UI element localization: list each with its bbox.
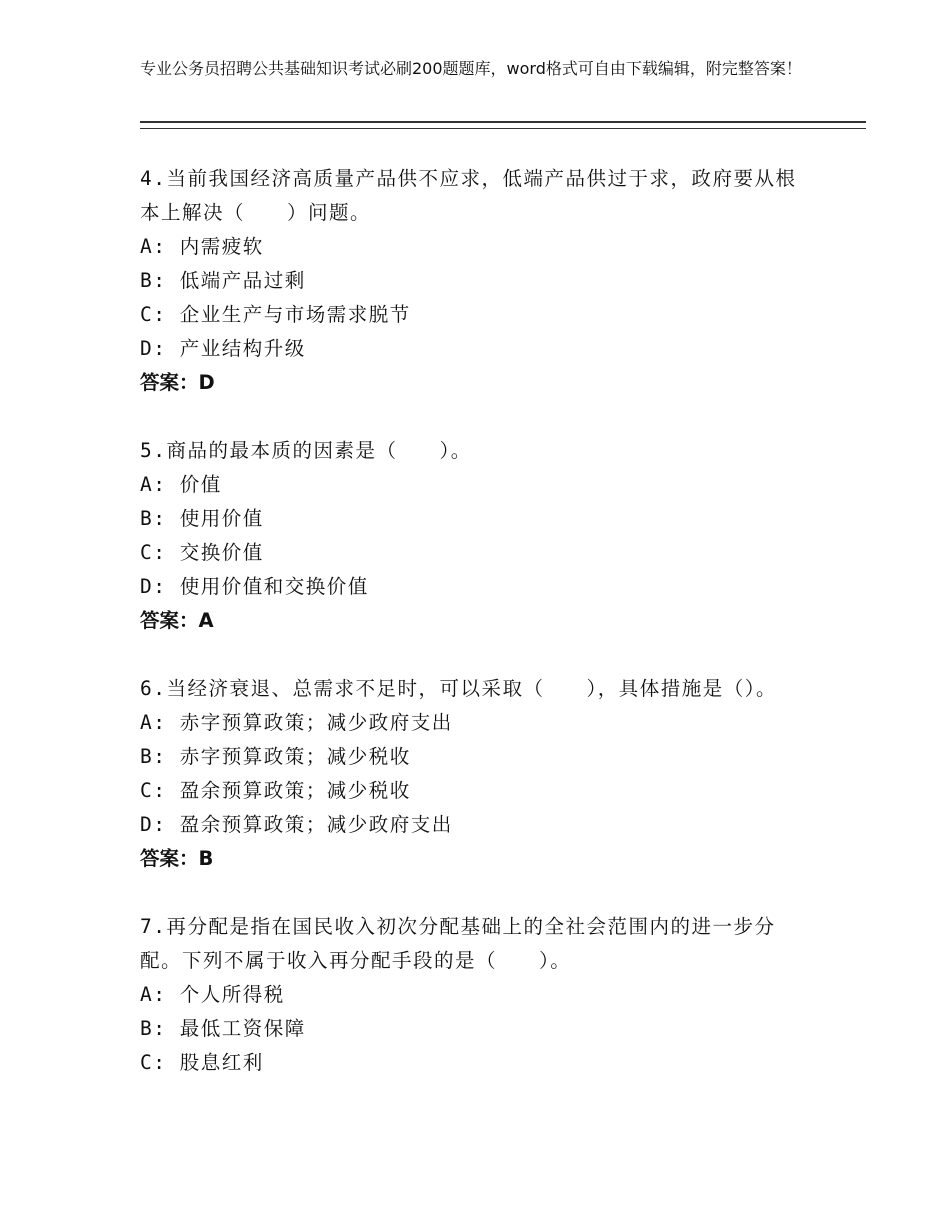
header-divider — [140, 121, 866, 129]
option-text: 盈余预算政策；减少政府支出 — [179, 813, 453, 836]
option-letter: C: — [140, 541, 167, 564]
option-c — [140, 298, 800, 332]
answer-line — [140, 366, 800, 400]
option-b — [140, 740, 800, 774]
option-letter: A: — [140, 235, 167, 258]
option-letter: C: — [140, 779, 167, 802]
option-letter: C: — [140, 303, 167, 326]
option-b — [140, 1012, 800, 1046]
option-text: 低端产品过剩 — [179, 269, 306, 292]
option-letter: D: — [140, 337, 167, 360]
question-6 — [140, 672, 800, 876]
question-7 — [140, 910, 800, 1080]
option-letter: A: — [140, 473, 167, 496]
option-d — [140, 570, 800, 604]
option-text: 个人所得税 — [179, 983, 285, 1006]
option-c — [140, 774, 800, 808]
option-text: 交换价值 — [179, 541, 264, 564]
option-letter: D: — [140, 813, 167, 836]
document-header-note: 专业公务员招聘公共基础知识考试必刷200题题库，word格式可自由下载编辑，附完整答案！ — [140, 59, 802, 78]
answer-label: 答案： — [140, 609, 199, 632]
option-text: 盈余预算政策；减少税收 — [179, 779, 411, 802]
option-letter: D: — [140, 575, 167, 598]
option-text: 企业生产与市场需求脱节 — [179, 303, 411, 326]
option-b — [140, 502, 800, 536]
option-text: 价值 — [179, 473, 222, 496]
answer-value: B — [198, 847, 214, 870]
option-text: 赤字预算政策；减少税收 — [179, 745, 411, 768]
question-4 — [140, 162, 800, 400]
option-text: 最低工资保障 — [179, 1017, 306, 1040]
option-a — [140, 230, 800, 264]
question-5 — [140, 434, 800, 638]
option-text: 股息红利 — [179, 1051, 264, 1074]
question-stem: 5.商品的最本质的因素是（ ）。 — [140, 439, 472, 462]
answer-value: A — [198, 609, 214, 632]
question-list — [140, 162, 800, 1114]
option-text: 内需疲软 — [179, 235, 264, 258]
question-stem: 4.当前我国经济高质量产品供不应求，低端产品供过于求，政府要从根本上解决（ ）问题。 — [140, 167, 797, 224]
answer-label: 答案： — [140, 847, 199, 870]
option-c — [140, 1046, 800, 1080]
option-text: 使用价值 — [179, 507, 264, 530]
option-a — [140, 468, 800, 502]
option-letter: A: — [140, 711, 167, 734]
answer-line — [140, 604, 800, 638]
answer-value: D — [198, 371, 215, 394]
option-a — [140, 706, 800, 740]
option-a — [140, 978, 800, 1012]
option-text: 赤字预算政策；减少政府支出 — [179, 711, 453, 734]
option-text: 使用价值和交换价值 — [179, 575, 369, 598]
option-d — [140, 808, 800, 842]
option-b — [140, 264, 800, 298]
question-stem: 7.再分配是指在国民收入初次分配基础上的全社会范围内的进一步分配。下列不属于收入再分配手段的是（ ）。 — [140, 915, 776, 972]
option-letter: A: — [140, 983, 167, 1006]
question-stem: 6.当经济衰退、总需求不足时，可以采取（ ），具体措施是（）。 — [140, 677, 777, 700]
option-letter: C: — [140, 1051, 167, 1074]
option-text: 产业结构升级 — [179, 337, 306, 360]
answer-line — [140, 842, 800, 876]
option-letter: B: — [140, 507, 167, 530]
option-letter: B: — [140, 1017, 167, 1040]
answer-label: 答案： — [140, 371, 199, 394]
option-c — [140, 536, 800, 570]
option-letter: B: — [140, 269, 167, 292]
option-d — [140, 332, 800, 366]
option-letter: B: — [140, 745, 167, 768]
